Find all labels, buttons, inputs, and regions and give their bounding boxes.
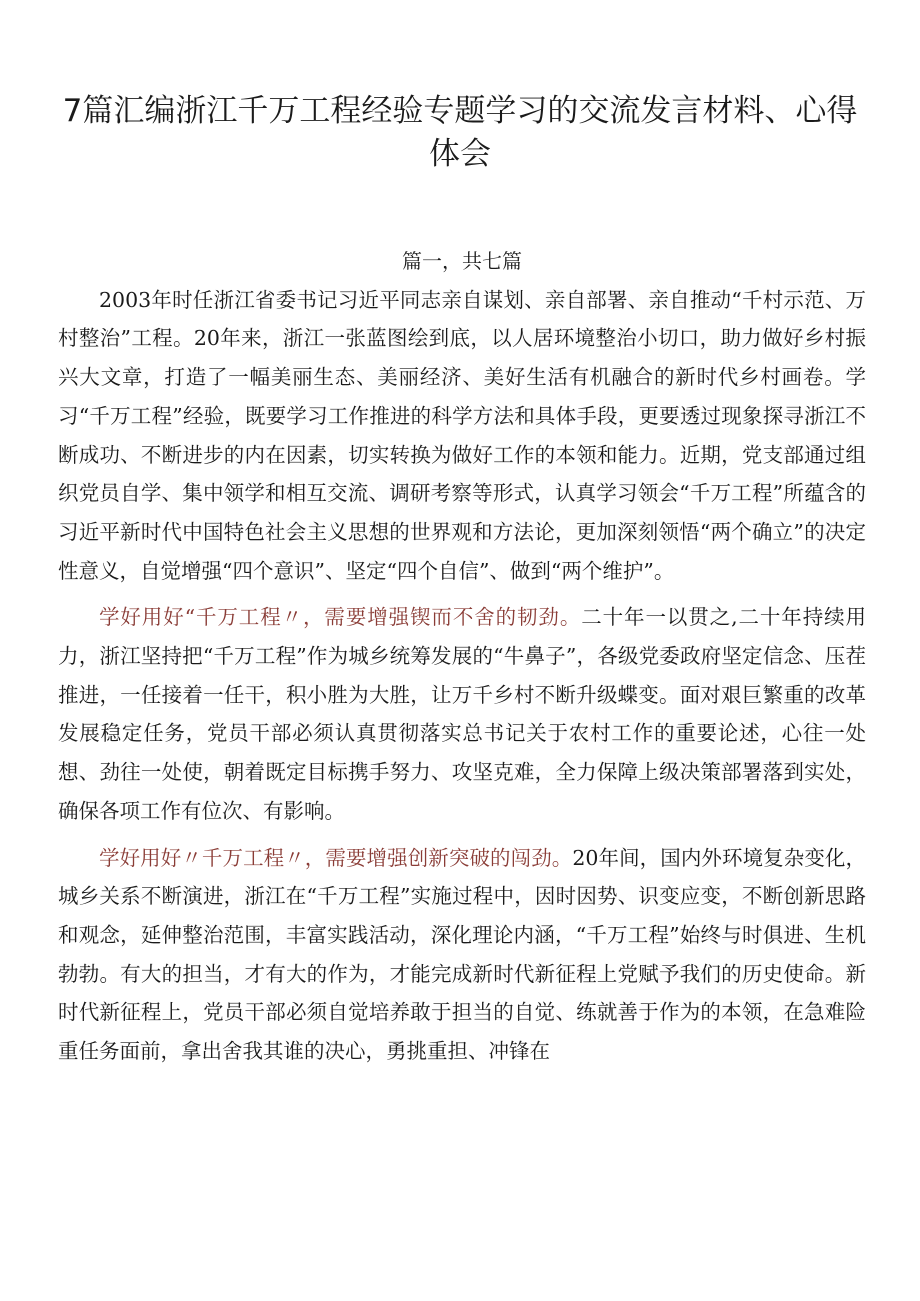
paragraph-intro <box>58 281 866 591</box>
paragraph-text: 20年间，国内外环境复杂变化，城乡关系不断演进，浙江在“千万工程”实施过程中，因时因势、识变应变，不断创新思路和观念，延伸整治范围，丰富实践活动，深化理论内涵，“千万工程”始终与时俱进、生机勃勃。有大的担当，才有大的作为，才能完成新时代新征程上党赋予我们的历史使命。新时代新征程上，党员干部必须自觉培养敢于担当的自觉、练就善于作为的本领，在急难险重任务面前，拿出舍我其谁的决心，勇挑重担、冲锋在 <box>58 845 866 1064</box>
paragraph-perseverance <box>58 598 866 830</box>
paragraph-innovation <box>58 839 866 1071</box>
paragraph-lead: 学好用好〃千万工程〃，需要增强创新突破的闯劲。 <box>99 845 573 870</box>
paragraph-lead: 学好用好“千万工程〃，需要增强锲而不舍的韧劲。 <box>99 605 582 630</box>
document-body <box>58 242 866 1079</box>
section-heading: 篇一，共七篇 <box>402 249 522 273</box>
paragraph-text: 二十年一以贯之,二十年持续用力，浙江坚持把“千万工程”作为城乡统筹发展的“牛鼻子”，各级党委政府坚定信念、压茬推进，一任接着一任干，积小胜为大胜，让万千乡村不断升级蝶变。面对艰巨繁重的改革发展稳定任务，党员干部必须认真贯彻落实总书记关于农村工作的重要论述，心往一处想、劲往一处使，朝着既定目标携手努力、攻坚克难，全力保障上级决策部署落到实处，确保各项工作有位次、有影响。 <box>58 605 867 823</box>
paragraph-text: 2003年时任浙江省委书记习近平同志亲自谋划、亲自部署、亲自推动“千村示范、万村整治”工程。20年来，浙江一张蓝图绘到底，以人居环境整治小切口，助力做好乡村振兴大文章，打造了一幅美丽生态、美丽经济、美好生活有机融合的新时代乡村画卷。学习“千万工程”经验，既要学习工作推进的科学方法和具体手段，更要透过现象探寻浙江不断成功、不断进步的内在因素，切实转换为做好工作的本领和能力。近期，党支部通过组织党员自学、集中领学和相互交流、调研考察等形式，认真学习领会“千万工程”所蕴含的习近平新时代中国特色社会主义思想的世界观和方法论，更加深刻领悟“两个确立”的决定性意义，自觉增强“四个意识”、坚定“四个自信”、做到“两个维护”。 <box>58 287 866 583</box>
document-title: 7篇汇编浙江千万工程经验专题学习的交流发言材料、心得体会 <box>62 93 858 172</box>
